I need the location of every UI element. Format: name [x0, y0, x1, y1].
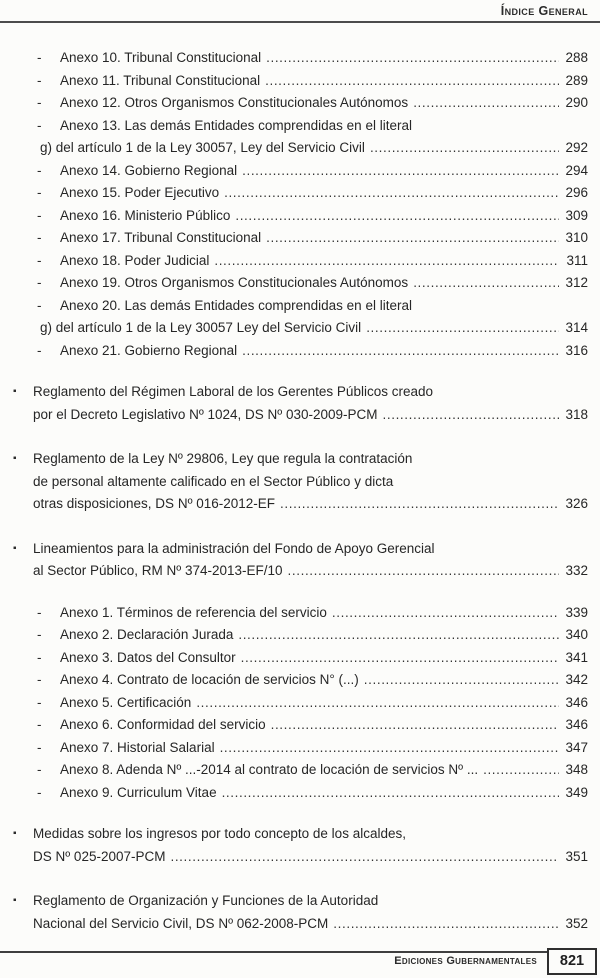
- toc-page-number: 296: [565, 185, 588, 200]
- toc-entry-line: [33, 846, 588, 869]
- dot-leader: [241, 647, 559, 670]
- toc-entry-line: [60, 669, 588, 692]
- dot-leader: [222, 782, 559, 805]
- toc-entry-content: [60, 340, 588, 363]
- toc-entry-line: [60, 205, 588, 228]
- toc-page-number: 314: [565, 320, 588, 335]
- toc-entry-line: [60, 47, 588, 70]
- toc-entry: [37, 205, 588, 228]
- dash-marker-icon: -: [37, 72, 42, 88]
- toc-entry-line: [60, 272, 588, 295]
- toc-entry-line: [60, 115, 588, 138]
- toc-entry-text: de personal altamente calificado en el Sector Público y dicta: [33, 473, 394, 489]
- toc-entry-content: [60, 737, 588, 760]
- toc-entry-text: Anexo 2. Declaración Jurada: [60, 627, 234, 642]
- toc-entry-content: [60, 647, 588, 670]
- toc-entry: [37, 227, 588, 250]
- toc-entry-text: Anexo 19. Otros Organismos Constitucionales Autónomos: [60, 275, 409, 290]
- toc-entry-text: al Sector Público, RM Nº 374-2013-EF/10: [33, 563, 283, 578]
- dot-leader: [196, 692, 559, 715]
- toc-entry-content: [60, 227, 588, 250]
- toc-entry-content: [33, 381, 588, 426]
- toc-section-dash: [13, 602, 588, 805]
- dot-leader: [266, 47, 559, 70]
- toc-entry-content: [33, 890, 588, 935]
- toc-entry-text: Anexo 12. Otros Organismos Constitucionales Autónomos: [60, 95, 409, 110]
- toc-entry-content: [60, 782, 588, 805]
- dash-marker-icon: -: [37, 50, 42, 65]
- toc-entry-line: [33, 538, 588, 561]
- toc-entry-text: Anexo 5. Certificación: [60, 694, 192, 710]
- toc-entry-content: [60, 70, 588, 93]
- toc-entry: [37, 782, 588, 805]
- toc-entry-text: Anexo 16. Ministerio Público: [60, 207, 231, 223]
- dot-leader: [364, 669, 559, 692]
- toc-page-number: 346: [565, 694, 588, 710]
- toc-entry-line: [60, 602, 588, 625]
- toc-section-bullet: [13, 823, 588, 935]
- toc-entry-line: [33, 448, 588, 471]
- toc-entry: [37, 47, 588, 70]
- dot-leader: [224, 182, 559, 205]
- toc-entry-text: Anexo 7. Historial Salarial: [60, 739, 215, 755]
- toc-entry: [37, 647, 588, 670]
- toc-entry: [37, 250, 588, 273]
- toc-page-number: 341: [565, 649, 588, 665]
- toc-entry-text: Anexo 6. Conformidad del servicio: [60, 717, 266, 732]
- toc-entry: [13, 890, 588, 935]
- toc-entry-text: Reglamento de la Ley Nº 29806, Ley que regula la contratación: [33, 451, 413, 466]
- toc: [0, 23, 600, 935]
- toc-entry: [37, 160, 588, 183]
- toc-entry-text: Reglamento del Régimen Laboral de los Gerentes Públicos creado: [33, 384, 433, 399]
- publisher-label: Ediciones Gubernamentales: [394, 955, 537, 967]
- toc-entry-line: [40, 137, 588, 160]
- toc-page-number: 347: [565, 739, 588, 755]
- dot-leader: [332, 602, 559, 625]
- toc-entry-content: [60, 92, 588, 115]
- bullet-marker-icon: ▪: [13, 542, 17, 554]
- toc-entry: [13, 448, 588, 516]
- toc-page-number: 351: [565, 848, 588, 864]
- dot-leader: [242, 340, 559, 363]
- toc-entry-line: [60, 624, 588, 647]
- dot-leader: [235, 205, 559, 228]
- dot-leader: [238, 624, 559, 647]
- page-header: [0, 0, 600, 23]
- toc-entry-text: por el Decreto Legislativo Nº 1024, DS Nº 030-2009-PCM: [33, 406, 378, 422]
- dash-marker-icon: -: [37, 117, 42, 133]
- toc-entry-line: [60, 782, 588, 805]
- dot-leader: [413, 92, 559, 115]
- dash-marker-icon: -: [37, 297, 42, 313]
- toc-entry-content: [60, 272, 588, 295]
- toc-page-number: 340: [565, 627, 588, 642]
- dot-leader: [370, 137, 559, 160]
- toc-entry-text: otras disposiciones, DS Nº 016-2012-EF: [33, 496, 276, 511]
- dash-marker-icon: -: [37, 275, 42, 290]
- toc-entry-line: [33, 404, 588, 427]
- dot-leader: [288, 560, 559, 583]
- dash-marker-icon: -: [37, 672, 42, 687]
- toc-entry-text: Reglamento de Organización y Funciones de la Autoridad: [33, 893, 379, 908]
- dash-marker-icon: -: [37, 162, 42, 178]
- toc-entry-line: [60, 647, 588, 670]
- toc-page-number: 290: [565, 95, 588, 110]
- toc-entry-text: Anexo 9. Curriculum Vitae: [60, 784, 217, 800]
- toc-entry: [37, 115, 588, 160]
- dot-leader: [333, 913, 559, 936]
- toc-entry: [13, 381, 588, 426]
- dash-marker-icon: -: [37, 185, 42, 200]
- dot-leader: [214, 250, 559, 273]
- toc-entry-content: [60, 714, 588, 737]
- toc-page-number: 348: [565, 762, 588, 777]
- dash-marker-icon: -: [37, 717, 42, 732]
- toc-entry-text: Nacional del Servicio Civil, DS Nº 062-2008-PCM: [33, 915, 329, 931]
- toc-entry-line: [60, 70, 588, 93]
- dash-marker-icon: -: [37, 627, 42, 642]
- dash-marker-icon: -: [37, 252, 42, 268]
- toc-page-number: 294: [565, 162, 588, 178]
- dot-leader: [366, 317, 559, 340]
- toc-entry-text: Anexo 20. Las demás Entidades comprendidas en el literal: [60, 297, 412, 313]
- toc-page-number: 309: [565, 207, 588, 223]
- toc-entry-line: [40, 317, 588, 340]
- toc-entry-content: [33, 448, 588, 516]
- toc-entry-line: [60, 692, 588, 715]
- toc-entry-content: [33, 538, 588, 583]
- toc-entry-content: [33, 823, 588, 868]
- dot-leader: [483, 759, 559, 782]
- toc-entry: [37, 92, 588, 115]
- toc-page-number: 346: [565, 717, 588, 732]
- toc-entry-content: [40, 295, 588, 340]
- dash-marker-icon: -: [37, 784, 42, 800]
- toc-entry-line: [60, 182, 588, 205]
- toc-entry-text: Anexo 11. Tribunal Constitucional: [60, 72, 261, 88]
- toc-page-number: 352: [565, 915, 588, 931]
- toc-section-dash: [13, 47, 588, 362]
- toc-entry-line: [60, 160, 588, 183]
- dot-leader: [271, 714, 559, 737]
- toc-page-number: 312: [565, 275, 588, 290]
- toc-entry-line: [33, 381, 588, 404]
- dash-marker-icon: -: [37, 694, 42, 710]
- toc-entry: [37, 182, 588, 205]
- toc-entry: [37, 759, 588, 782]
- toc-page-number: 316: [565, 342, 588, 358]
- toc-entry-line: [33, 913, 588, 936]
- toc-page-number: 339: [565, 604, 588, 620]
- toc-entry-text: Anexo 13. Las demás Entidades comprendidas en el literal: [60, 117, 412, 133]
- toc-entry: [37, 624, 588, 647]
- toc-entry-line: [60, 340, 588, 363]
- bullet-marker-icon: ▪: [13, 386, 17, 397]
- dot-leader: [170, 846, 559, 869]
- page-number-box: 821: [547, 948, 597, 975]
- toc-entry-content: [60, 669, 588, 692]
- toc-entry-line: [60, 714, 588, 737]
- toc-entry-content: [40, 115, 588, 160]
- toc-entry: [37, 272, 588, 295]
- bullet-marker-icon: ▪: [13, 828, 17, 839]
- toc-entry: [37, 692, 588, 715]
- bullet-marker-icon: ▪: [13, 453, 17, 464]
- page-footer: [0, 947, 600, 975]
- dash-marker-icon: -: [37, 95, 42, 110]
- toc-entry-content: [60, 182, 588, 205]
- toc-entry-text: Anexo 8. Adenda Nº ...-2014 al contrato de locación de servicios Nº ...: [60, 762, 479, 777]
- dot-leader: [242, 160, 559, 183]
- toc-entry-line: [60, 759, 588, 782]
- toc-entry-text: g) del artículo 1 de la Ley 30057 Ley del Servicio Civil: [40, 320, 362, 335]
- toc-entry: [37, 737, 588, 760]
- dot-leader: [280, 493, 559, 516]
- toc-entry-content: [60, 205, 588, 228]
- toc-entry: [37, 295, 588, 340]
- toc-entry-text: DS Nº 025-2007-PCM: [33, 848, 166, 864]
- dot-leader: [266, 227, 559, 250]
- dot-leader: [413, 272, 559, 295]
- toc-entry-line: [60, 737, 588, 760]
- toc-entry: [37, 602, 588, 625]
- toc-entry: [37, 714, 588, 737]
- toc-entry-content: [60, 624, 588, 647]
- toc-entry: [37, 70, 588, 93]
- toc-entry-line: [33, 493, 588, 516]
- toc-entry-content: [60, 692, 588, 715]
- toc-entry-content: [60, 602, 588, 625]
- toc-page-number: 342: [565, 672, 588, 687]
- toc-entry-line: [60, 250, 588, 273]
- toc-entry-text: Anexo 14. Gobierno Regional: [60, 162, 238, 178]
- toc-page-number: 332: [565, 563, 588, 578]
- toc-entry-line: [60, 295, 588, 318]
- toc-entry-line: [33, 560, 588, 583]
- toc-entry-text: Anexo 15. Poder Ejecutivo: [60, 185, 220, 200]
- dash-marker-icon: -: [37, 230, 42, 245]
- toc-entry: [37, 669, 588, 692]
- toc-entry-line: [33, 471, 588, 494]
- page-title: Índice General: [500, 4, 588, 18]
- toc-page-number: 311: [566, 252, 588, 268]
- toc-entry-text: Anexo 17. Tribunal Constitucional: [60, 230, 262, 245]
- toc-entry-text: Anexo 10. Tribunal Constitucional: [60, 50, 262, 65]
- dash-marker-icon: -: [37, 762, 42, 777]
- toc-entry-text: Anexo 3. Datos del Consultor: [60, 649, 236, 665]
- toc-entry-text: Anexo 18. Poder Judicial: [60, 252, 210, 268]
- toc-page-number: 349: [565, 784, 588, 800]
- dash-marker-icon: -: [37, 649, 42, 665]
- dot-leader: [383, 404, 559, 427]
- toc-entry: [13, 823, 588, 868]
- dash-marker-icon: -: [37, 739, 42, 755]
- toc-entry-line: [60, 92, 588, 115]
- toc-page-number: 318: [565, 406, 588, 422]
- toc-entry-line: [33, 890, 588, 913]
- dot-leader: [220, 737, 559, 760]
- toc-entry-text: Anexo 1. Términos de referencia del servicio: [60, 604, 327, 620]
- toc-entry-text: Anexo 4. Contrato de locación de servicios N° (...): [60, 672, 359, 687]
- toc-entry-content: [60, 759, 588, 782]
- toc-entry-content: [60, 250, 588, 273]
- dash-marker-icon: -: [37, 604, 42, 620]
- toc-entry-content: [60, 47, 588, 70]
- toc-page-number: 326: [565, 496, 588, 511]
- bullet-marker-icon: ▪: [13, 895, 17, 906]
- toc-page-number: 288: [565, 50, 588, 65]
- toc-entry: [37, 340, 588, 363]
- toc-entry-line: [33, 823, 588, 846]
- dot-leader: [265, 70, 559, 93]
- toc-page-number: 289: [565, 72, 588, 88]
- toc-page-number: 292: [565, 140, 588, 155]
- toc-entry-text: Lineamientos para la administración del Fondo de Apoyo Gerencial: [33, 540, 435, 556]
- toc-section-bullet: [13, 381, 588, 583]
- dash-marker-icon: -: [37, 342, 42, 358]
- footer-rule: [0, 951, 547, 953]
- toc-entry: [13, 538, 588, 583]
- toc-page-number: 310: [565, 230, 588, 245]
- toc-entry-text: Anexo 21. Gobierno Regional: [60, 342, 238, 358]
- toc-entry-line: [60, 227, 588, 250]
- toc-entry-text: g) del artículo 1 de la Ley 30057, Ley del Servicio Civil: [40, 140, 365, 155]
- toc-entry-content: [60, 160, 588, 183]
- dash-marker-icon: -: [37, 207, 42, 223]
- toc-entry-text: Medidas sobre los ingresos por todo concepto de los alcaldes,: [33, 826, 406, 841]
